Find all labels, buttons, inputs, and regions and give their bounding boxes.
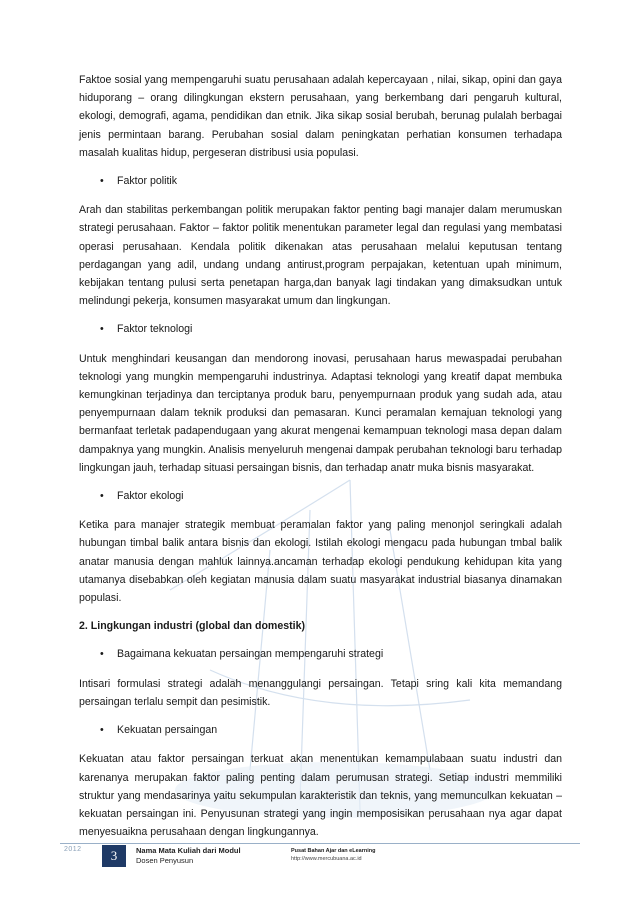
section-heading-industry: 2. Lingkungan industri (global dan domestik) — [79, 620, 306, 633]
footer-center-name: Pusat Bahan Ajar dan eLearning — [291, 848, 376, 854]
paragraph-competition-intro: Intisari formulasi strategi adalah menanggulangi persaingan. Tetapi sring kali kita memandang persaingan terlalu sempit dan pesimistik. — [79, 677, 562, 708]
document-body — [79, 71, 562, 851]
bullet-icon: • — [100, 323, 104, 336]
footer-author: Dosen Penyusun — [136, 856, 194, 865]
page-footer — [60, 843, 580, 883]
bullet-competitive-forces — [79, 721, 562, 739]
bullet-ecology-factor — [79, 487, 562, 505]
paragraph-ecology-factor: Ketika para manajer strategik membuat peramalan faktor yang paling menonjol seringkali adalah hubungan timbal balik antara bisnis dan ekologi. Istilah ekologi mengacu pada hubungan tmbal balik anatar manusia dengan mahluk lainnya.ancaman terhadap ekologi pendukung kehidupan kita yang utamanya disebabkan oleh kegiatan manusia dalam suatu masyarakat industrial biasanya dinamakan populasi. — [79, 519, 562, 605]
paragraph-political-factor: Arah dan stabilitas perkembangan politik merupakan faktor penting bagi manajer dalam merumuskan strategi perusahaan. Faktor – faktor politik menentukan parameter legal dan regulasi yang membatasi operasi perusahaan. Kendala politik dikenakan atas perusahaan melalui keputusan tentang perdagangan yang adil, undang undang antirust,program perpajakan, ketentuan upah minimum, kebijakan tentang pulusi serta penetapan harga,dan banyak lagi tindakan yang dimaksudkan untuk melindungi pekerja, konsumen masyarakat umum dan lingkungan. — [79, 204, 562, 308]
footer-divider — [60, 843, 580, 844]
bullet-icon: • — [100, 175, 104, 188]
bullet-icon: • — [100, 490, 104, 503]
footer-course-name: Nama Mata Kuliah dari Modul — [136, 846, 241, 855]
bullet-label: Kekuatan persaingan — [117, 724, 218, 737]
bullet-label: Faktor teknologi — [117, 323, 193, 336]
footer-url: http://www.mercubuana.ac.id — [291, 856, 362, 862]
paragraph-competitive-forces: Kekuatan atau faktor persaingan terkuat akan menentukan kemampulabaan suatu industri dan karenanya merupakan faktor paling penting dalam perumusan strategi. Setiap industri memmiliki struktur yang mendasarinya yaitu sekumpulan karakteristik dan teknis, yang memunculkan kekuatan – kekuatan persaingan ini. Penyusunan strategi yang ingin memposisikan perusahaan nya agar dapat menyesuaikna perusahaan dengan lingkungannya. — [79, 753, 562, 839]
bullet-icon: • — [100, 724, 104, 737]
bullet-icon: • — [100, 648, 104, 661]
paragraph-social-factor: Faktoe sosial yang mempengaruhi suatu perusahaan adalah kepercayaan , nilai, sikap, opini dan gaya hiduporang – orang dilingkungan ekstern perusahaan, yang berkembang dari pengaruh kultural, ekologi, demografi, agama, pendidikan dan etnik. Jika sikap sosial berubah, berunag pulalah berbagai jenis permintaan barang. Perubahan sosial dalam peningkatan perhatian konsumen terhadapa masalah kualitas hidup, pergeseran distribusi usia populasi. — [79, 74, 562, 159]
footer-year: 2012 — [64, 846, 82, 853]
bullet-political-factor — [79, 172, 562, 190]
bullet-technology-factor — [79, 320, 562, 338]
page-number: 3 — [102, 845, 126, 867]
bullet-label: Faktor politik — [117, 175, 178, 188]
bullet-label: Faktor ekologi — [117, 490, 184, 503]
paragraph-technology-factor: Untuk menghindari keusangan dan mendorong inovasi, perusahaan harus mewaspadai perubahan teknologi yang mungkin mempengaruhi industrinya. Adaptasi teknologi yang kreatif dapat membuka kemungkinan terjadinya dan terciptanya produk baru, penyempurnaan produk yang sudah ada, atau penyempurnaan dalam teknik produksi dan pemasaran. Kunci peramalan kemajuan teknologi yang bermanfaat terletak padapendugaan yang akurat mengenai kemampuan teknologi masa depan dalam dampaknya yang mungkin. Analisis menyeluruh mengenai dampak perubahan teknologi baru terhadap lingkungan jauh, terhadap situasi persaingan bisnis, dan terhadap anatr muka bisnis masyarakat. — [79, 352, 562, 474]
bullet-competition-strategy — [79, 645, 562, 663]
bullet-label: Bagaimana kekuatan persaingan mempengaruhi strategi — [117, 648, 384, 661]
